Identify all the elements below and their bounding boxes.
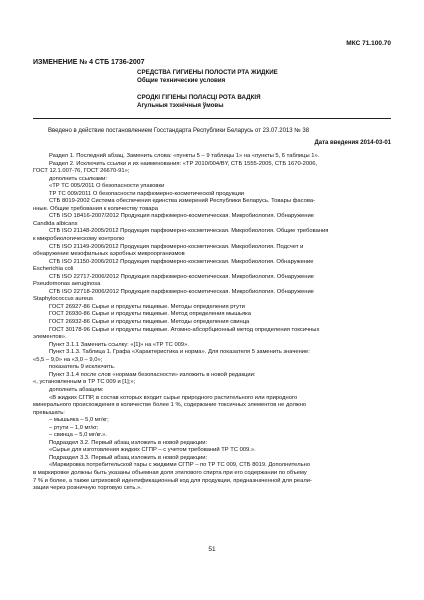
body-line: Раздел 2. Исключить ссылки и их наименования: «ТР 2010/004/BY, СТБ 1555-2005, СТБ 1670-2006,	[49, 160, 318, 167]
subtitle-ru: Общие технические условия	[137, 77, 226, 84]
body-line: ГОСТ 26927-86 Сырье и продукты пищевые. Методы определения ртути	[49, 303, 245, 310]
body-line: к микробиологическому контролю	[33, 236, 125, 243]
body-line: элементов».	[33, 334, 67, 341]
body-line: – ртути – 1,0 мг/кг;	[49, 424, 99, 431]
mks-code: МКС 71.100.70	[346, 40, 391, 47]
effective-date: Дата введения 2014-03-01	[314, 140, 391, 146]
body-line: Pseudomonas aeruginosa	[33, 281, 101, 288]
body-line: превышать:	[33, 409, 65, 416]
body-line: Candida albicans	[33, 220, 78, 227]
title-by: СРОДКІ ГІГІЕНЫ ПОЛАСЦІ РОТА ВАДКІЯ	[137, 94, 261, 101]
body-line: обнаружение мезофильных аэробных микроорганизмов	[33, 251, 185, 258]
body-line: «Маркировка потребительской тары с жидкими СГПР – по ТР ТС 009, СТБ 8019. Дополнительно	[49, 462, 311, 469]
body-line: «В жидких СГПР, в состав которых входит сырье природного растительного или природного	[49, 394, 298, 401]
title-ru: СРЕДСТВА ГИГИЕНЫ ПОЛОСТИ РТА ЖИДКИЕ	[137, 69, 278, 76]
body-line: зации через розничную торговую сеть.».	[33, 485, 142, 492]
header-divider	[33, 118, 391, 119]
body-line: «ТР ТС 005/2011 О безопасности упаковки	[49, 183, 165, 190]
page-number: 51	[208, 546, 216, 553]
body-line: Staphylococcus aureus	[33, 296, 93, 303]
amendment-body	[33, 153, 391, 493]
body-line: Раздел 1. Последний абзац. Заменить слова: «пункты 5 – 9 таблицы 1» на «пункты 5, 6 таблицы 1».	[49, 153, 320, 159]
body-line: Подраздел 3.2. Первый абзац изложить в новой редакции:	[49, 439, 208, 446]
body-line: СТБ ISO 18416-2007/2012 Продукция парфюмерно-косметическая. Микробиология. Обнаружение	[49, 213, 314, 220]
body-line: СТБ ISO 21148-2005/2012 Продукция парфюмерно-косметическая. Микробиология. Общие требования	[49, 228, 329, 235]
body-line: ГОСТ 30178-96 Сырье и продукты пищевые. Атомно-абсорбционный метод определения токсичных	[49, 326, 320, 333]
body-line: нные. Общие требования к количеству товара	[33, 205, 158, 212]
body-line: Пункт 3.1.1 Заменить ссылку: «[1]» на «ТР ТС 009».	[49, 341, 189, 348]
body-line: – мышьяка – 5,0 мг/кг;	[49, 417, 109, 424]
body-line: ТР ТС 009/2011 О безопасности парфюмерно-косметической продукции	[49, 190, 245, 197]
title-block-ru	[137, 69, 278, 85]
title-block-by	[137, 94, 261, 110]
body-line: СТБ ISO 22718-2006/2012 Продукция парфюмерно-косметическая. Микробиология. Обнаружение	[49, 288, 314, 295]
body-line: Пункт 3.1.3. Таблица 1. Графа «Характеристика и норма». Для показателя 5 заменить значение:	[49, 349, 310, 356]
change-title: ИЗМЕНЕНИЕ № 4 СТБ 1736-2007	[33, 59, 145, 66]
body-line: Подраздел 3.3. Первый абзац изложить в новой редакции:	[49, 454, 208, 461]
body-line: «5,5 – 9,0» на «3,0 – 9,0»;	[33, 356, 103, 363]
body-line: 7 % и более, а также штриховой идентификационный код для продукции, предназначенной для реали-	[33, 477, 312, 484]
body-line: «Сырье для изготовления жидких СГПР – с учетом требований ТР ТС 009.».	[49, 447, 256, 454]
body-line: минерального происхождения в количестве более 1 %, содержание токсичных элементов не должно	[33, 402, 307, 409]
body-line: в маркировке должны быть указаны объемная доля этилового спирта при его содержании по объему	[33, 469, 307, 476]
body-line: ГОСТ 26930-86 Сырье и продукты пищевые. Метод определения мышьяка	[49, 311, 251, 318]
intro-statement: Введено в действие постановлением Госстандарта Республики Беларусь от 23.07.2013 № 38	[48, 128, 310, 134]
body-line: дополнить ссылками:	[49, 175, 108, 182]
body-line: СТБ ISO 22717-2006/2012 Продукция парфюмерно-косметическая. Микробиология. Обнаружение	[49, 273, 314, 280]
body-line: Пункт 3.1.4 после слов «нормам безопасности» изложить в новой редакции:	[49, 371, 256, 378]
body-line: Escherichia coli	[33, 266, 74, 273]
subtitle-by: Агульныя тэхнічныя ўмовы	[137, 102, 224, 109]
body-line: СТБ ISO 21150-2006/2012 Продукция парфюмерно-косметическая. Микробиология. Обнаружение	[49, 258, 314, 265]
body-line: ГОСТ 12.1.007-76, ГОСТ 26670-91»;	[33, 168, 130, 175]
body-line: показатель 9 исключить.	[49, 364, 116, 371]
body-line: «, установленным в ТР ТС 009 и [1];»;	[33, 379, 136, 386]
body-line: дополнить абзацем:	[49, 386, 104, 393]
body-line: ГОСТ 26932-86 Сырье и продукты пищевые. Методы определения свинца	[49, 319, 250, 326]
body-line: – свинца – 5,0 мг/кг.».	[49, 432, 108, 439]
body-line: СТБ 8019-2002 Система обеспечения единства измерений Республики Беларусь. Товары фасова-	[49, 198, 315, 205]
body-line: СТБ ISO 21149-2006/2012 Продукция парфюмерно-косметическая. Микробиология. Подсчет и	[49, 243, 304, 250]
